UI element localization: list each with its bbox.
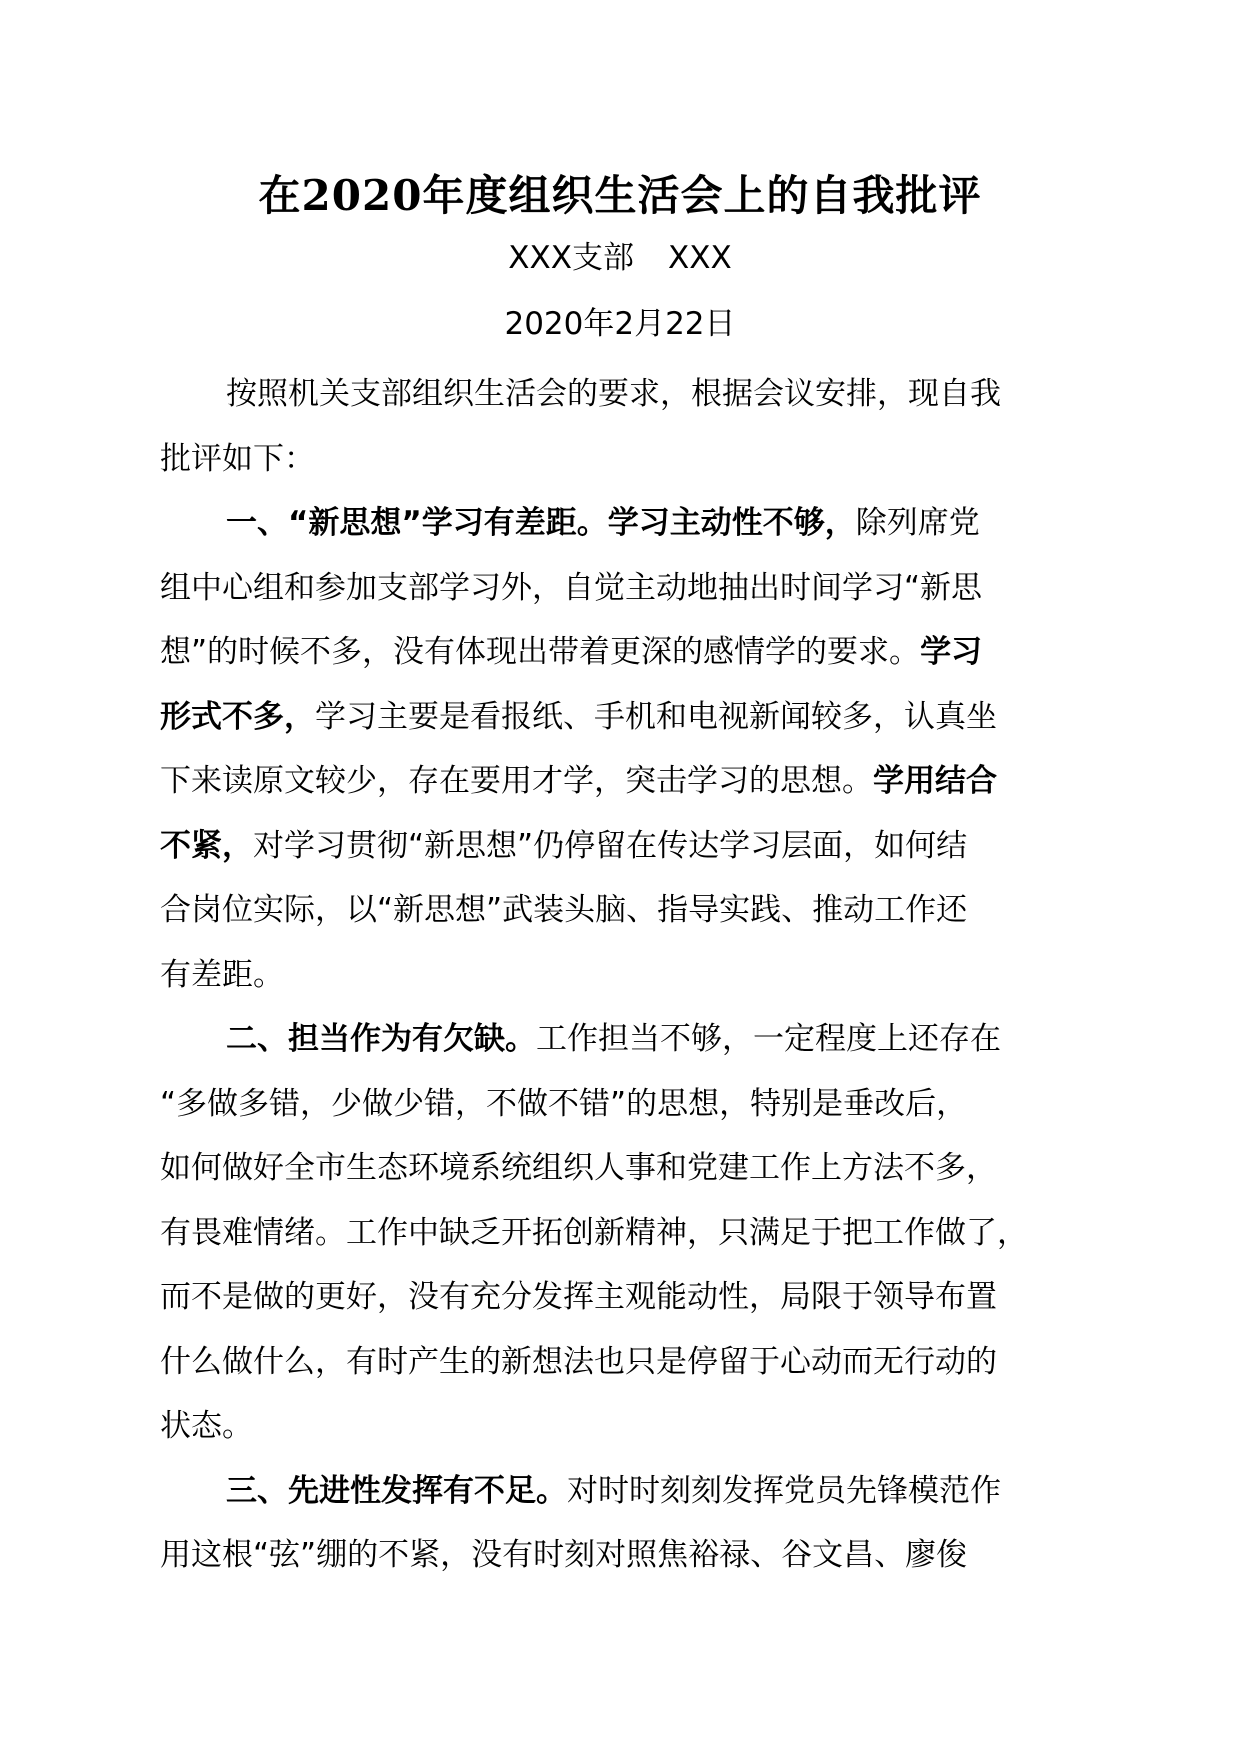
section-3-line-1 [160,1459,1085,1524]
section-1-line-6-text: 对学习贯彻“新思想”仍停留在传达学习层面，如何结 [253,827,968,864]
section-1-line-5 [160,749,1085,814]
section-1-sub3-label-b: 不紧， [160,827,253,864]
section-2-line-1-text: 工作担当不够，一定程度上还存在 [536,1021,1001,1057]
document-date: 2020年2月22日 [504,306,736,342]
section-2-heading: 二、担当作为有欠缺。 [226,1021,536,1057]
section-1-line-2: 组中心组和参加支部学习外，自觉主动地抽出时间学习“新思 [160,569,983,606]
section-1-line-4-text: 学习主要是看报纸、手机和电视新闻较多，认真坐 [315,698,997,735]
section-3-heading: 三、先进性发挥有不足。 [226,1472,567,1509]
section-2-line-2: “多做多错，少做少错，不做不错”的思想，特别是垂改后， [160,1085,968,1122]
section-1-paragraph [160,491,1085,1007]
author-line [0,236,1240,280]
section-1-line-5-text: 下来读原文较少，存在要用才学，突击学习的思想。 [160,763,873,799]
document-title: 在2020年度组织生活会上的自我批评 [258,171,982,220]
section-1-sub3-label-a: 学用结合 [873,763,997,799]
section-1-line-4 [160,685,1085,750]
section-2-line-1 [160,1007,1085,1072]
document-body [160,362,1085,1588]
section-1-line-6 [160,814,1085,879]
section-2-paragraph [160,1007,1085,1459]
section-1-line-1 [160,491,1085,556]
section-1-line-3 [160,620,1085,685]
section-2-line-7: 状态。 [160,1408,253,1444]
section-1-line-7: 合岗位实际，以“新思想”武装头脑、指导实践、推动工作还 [160,892,968,928]
section-2-line-3: 如何做好全市生态环境系统组织人事和党建工作上方法不多， [160,1150,997,1186]
intro-line-1: 按照机关支部组织生活会的要求，根据会议安排，现自我 [226,376,1001,412]
section-1-line-3-text: 想”的时候不多，没有体现出带着更深的感情学的要求。 [160,634,921,670]
section-1-sub2-label-a: 学习 [920,634,983,670]
intro-paragraph [160,362,1085,491]
section-3-line-1-text: 对时时刻刻发挥党员先锋模范作 [567,1472,1001,1509]
section-1-line-1-text: 除列席党 [855,505,980,541]
author-name: XXX [668,240,732,276]
section-3-line-2: 用这根“弦”绷的不紧，没有时刻对照焦裕禄、谷文昌、廖俊 [160,1537,968,1573]
section-1-sub1-label: 学习主动性不够， [607,505,856,541]
section-1-line-8: 有差距。 [160,956,284,993]
author-branch: XXX支部 [508,240,634,276]
section-2-line-5: 而不是做的更好，没有充分发挥主观能动性，局限于领导布置 [160,1279,997,1315]
section-2-line-4: 有畏难情绪。工作中缺乏开拓创新精神，只满足于把工作做了， [160,1214,1028,1251]
section-2-line-6: 什么做什么，有时产生的新想法也只是停留于心动而无行动的 [160,1343,997,1380]
section-3-paragraph [160,1459,1085,1588]
intro-line-2: 批评如下： [160,440,315,477]
section-1-sub2-label-b: 形式不多， [160,698,315,735]
section-1-heading: 一、“新思想”学习有差距。 [226,505,608,541]
